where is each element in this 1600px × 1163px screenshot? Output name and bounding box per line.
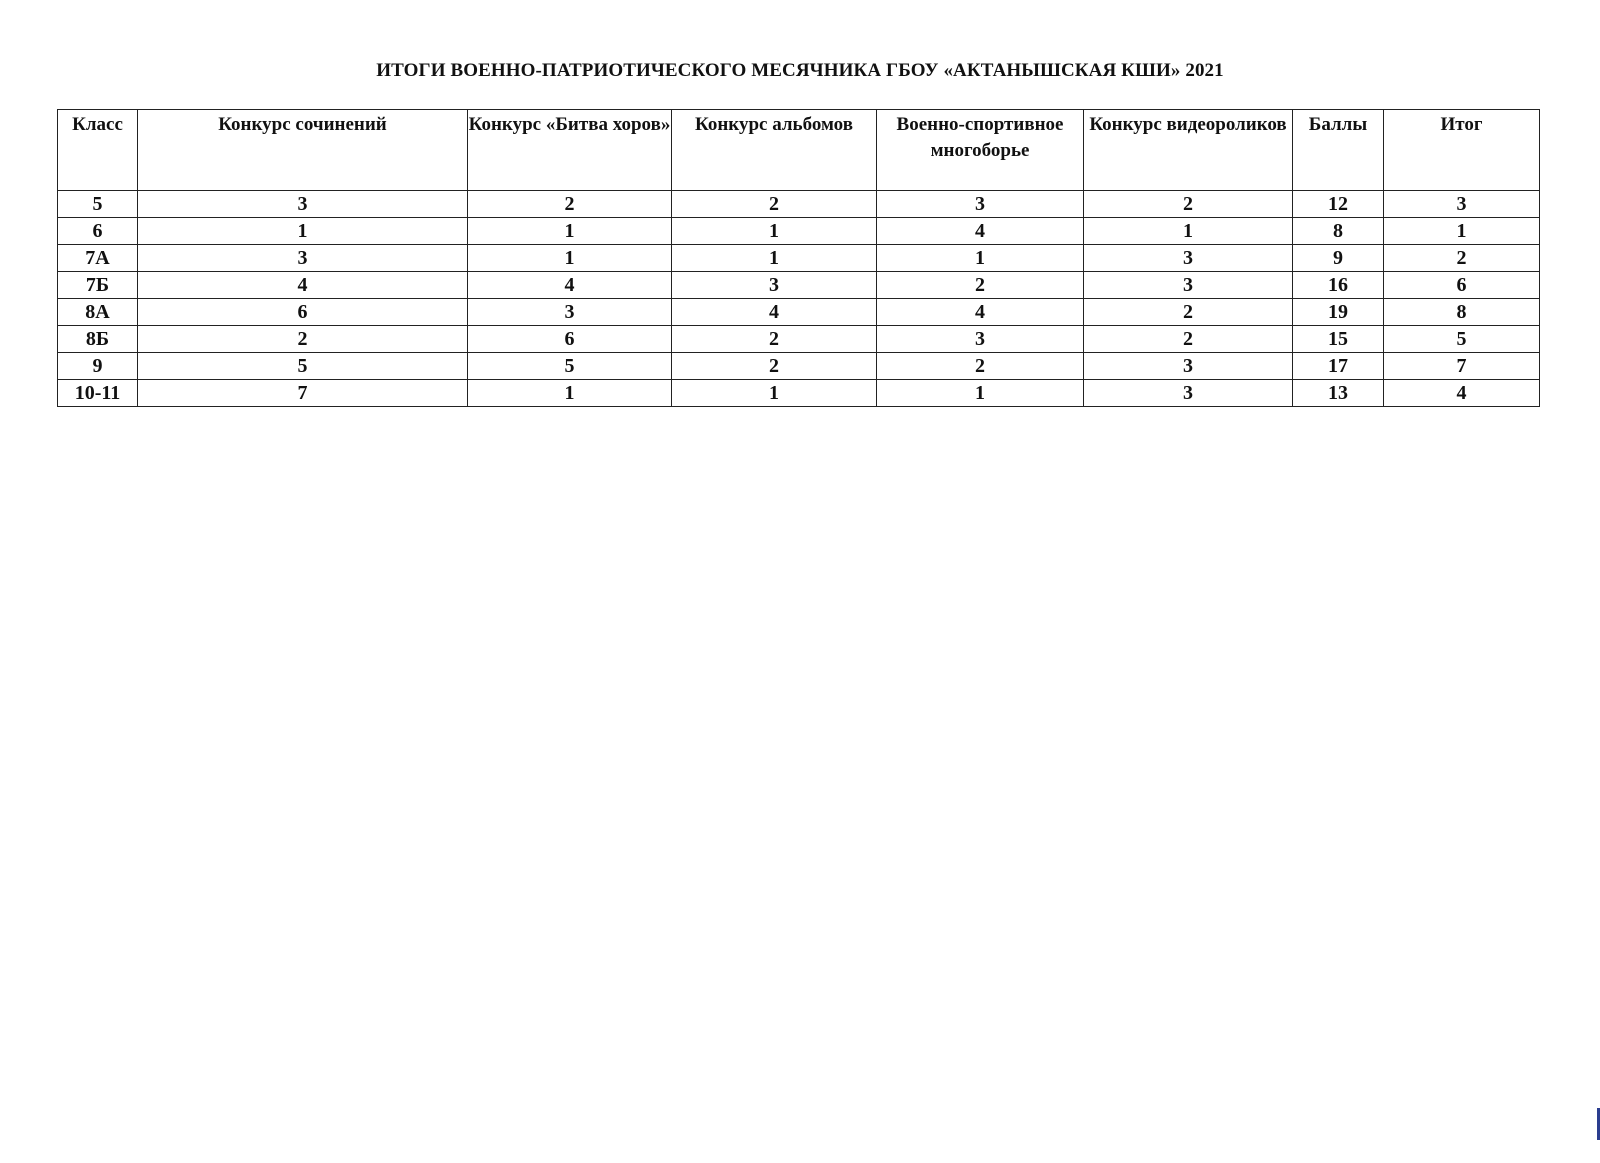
- sports-cell: 2: [877, 272, 1084, 299]
- table-row: [58, 218, 1540, 245]
- points-cell: 19: [1293, 299, 1384, 326]
- table-header-row: [58, 110, 1540, 191]
- choir-cell: 3: [468, 299, 672, 326]
- column-header-military-sports: Военно-спортивное многоборье: [877, 110, 1084, 191]
- class-cell: 7Б: [58, 272, 138, 299]
- album-cell: 2: [672, 353, 877, 380]
- sports-cell: 3: [877, 326, 1084, 353]
- table-row: [58, 326, 1540, 353]
- column-header-points: Баллы: [1293, 110, 1384, 191]
- video-cell: 1: [1084, 218, 1293, 245]
- essay-cell: 4: [138, 272, 468, 299]
- column-header-video-contest: Конкурс видеороликов: [1084, 110, 1293, 191]
- video-cell: 2: [1084, 326, 1293, 353]
- points-cell: 13: [1293, 380, 1384, 407]
- points-cell: 12: [1293, 191, 1384, 218]
- choir-cell: 5: [468, 353, 672, 380]
- essay-cell: 6: [138, 299, 468, 326]
- class-cell: 10-11: [58, 380, 138, 407]
- result-cell: 1: [1384, 218, 1540, 245]
- album-cell: 1: [672, 218, 877, 245]
- video-cell: 3: [1084, 380, 1293, 407]
- album-cell: 2: [672, 326, 877, 353]
- sports-cell: 4: [877, 218, 1084, 245]
- result-cell: 2: [1384, 245, 1540, 272]
- video-cell: 3: [1084, 272, 1293, 299]
- choir-cell: 2: [468, 191, 672, 218]
- result-cell: 3: [1384, 191, 1540, 218]
- table-row: [58, 380, 1540, 407]
- choir-cell: 6: [468, 326, 672, 353]
- sports-cell: 4: [877, 299, 1084, 326]
- essay-cell: 7: [138, 380, 468, 407]
- result-cell: 8: [1384, 299, 1540, 326]
- class-cell: 5: [58, 191, 138, 218]
- column-header-result: Итог: [1384, 110, 1540, 191]
- result-cell: 5: [1384, 326, 1540, 353]
- column-header-class: Класс: [58, 110, 138, 191]
- album-cell: 2: [672, 191, 877, 218]
- points-cell: 16: [1293, 272, 1384, 299]
- column-header-album-contest: Конкурс альбомов: [672, 110, 877, 191]
- class-cell: 8Б: [58, 326, 138, 353]
- video-cell: 3: [1084, 353, 1293, 380]
- result-cell: 6: [1384, 272, 1540, 299]
- class-cell: 8А: [58, 299, 138, 326]
- class-cell: 6: [58, 218, 138, 245]
- choir-cell: 1: [468, 245, 672, 272]
- points-cell: 8: [1293, 218, 1384, 245]
- table-row: [58, 191, 1540, 218]
- points-cell: 17: [1293, 353, 1384, 380]
- class-cell: 9: [58, 353, 138, 380]
- result-cell: 7: [1384, 353, 1540, 380]
- essay-cell: 3: [138, 191, 468, 218]
- results-table: [57, 109, 1540, 407]
- choir-cell: 4: [468, 272, 672, 299]
- result-cell: 4: [1384, 380, 1540, 407]
- essay-cell: 5: [138, 353, 468, 380]
- album-cell: 3: [672, 272, 877, 299]
- sports-cell: 3: [877, 191, 1084, 218]
- table-row: [58, 299, 1540, 326]
- column-header-choir-battle: Конкурс «Битва хоров»: [468, 110, 672, 191]
- choir-cell: 1: [468, 380, 672, 407]
- choir-cell: 1: [468, 218, 672, 245]
- sports-cell: 1: [877, 380, 1084, 407]
- table-row: [58, 245, 1540, 272]
- sports-cell: 1: [877, 245, 1084, 272]
- video-cell: 3: [1084, 245, 1293, 272]
- essay-cell: 2: [138, 326, 468, 353]
- album-cell: 4: [672, 299, 877, 326]
- sports-cell: 2: [877, 353, 1084, 380]
- column-header-essay-contest: Конкурс сочинений: [138, 110, 468, 191]
- points-cell: 9: [1293, 245, 1384, 272]
- table-row: [58, 272, 1540, 299]
- essay-cell: 3: [138, 245, 468, 272]
- class-cell: 7А: [58, 245, 138, 272]
- essay-cell: 1: [138, 218, 468, 245]
- album-cell: 1: [672, 380, 877, 407]
- album-cell: 1: [672, 245, 877, 272]
- video-cell: 2: [1084, 191, 1293, 218]
- page-title: ИТОГИ ВОЕННО-ПАТРИОТИЧЕСКОГО МЕСЯЧНИКА ГБОУ «АКТАНЫШСКАЯ КШИ» 2021: [376, 60, 1224, 81]
- table-row: [58, 353, 1540, 380]
- points-cell: 15: [1293, 326, 1384, 353]
- video-cell: 2: [1084, 299, 1293, 326]
